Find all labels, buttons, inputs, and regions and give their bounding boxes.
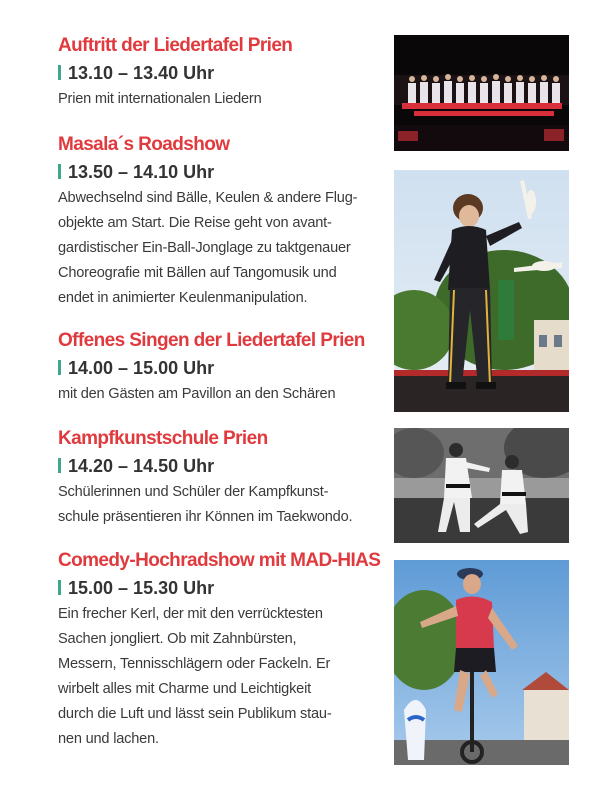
time-bar-icon xyxy=(58,580,61,595)
event-time: 15.00 – 15.30 Uhr xyxy=(58,576,388,600)
description-line: Prien mit internationalen Liedern xyxy=(58,91,262,107)
time-bar-icon xyxy=(58,458,61,473)
event-hochradshow xyxy=(58,549,388,752)
description-line: mit den Gästen am Pavillon an den Schären xyxy=(58,386,336,402)
description-line: Abwechselnd sind Bälle, Keulen & andere Flug- xyxy=(58,190,358,206)
event-description xyxy=(58,87,388,112)
description-line: Messern, Tennisschlägern oder Fackeln. Er xyxy=(58,656,331,672)
event-kampfkunstschule xyxy=(58,427,388,530)
event-offenes-singen xyxy=(58,329,388,407)
taekwondo-photo xyxy=(394,428,569,543)
event-description xyxy=(58,186,388,311)
description-line: Ein frecher Kerl, der mit den verrücktesten xyxy=(58,606,323,622)
description-line: nen und lachen. xyxy=(58,731,159,747)
description-line: gardistischer Ein-Ball-Jonglage zu taktgenauer xyxy=(58,240,351,256)
choir-photo xyxy=(394,35,569,151)
event-description xyxy=(58,382,388,407)
event-title: Masala´s Roadshow xyxy=(58,134,230,155)
juggler-photo xyxy=(394,170,569,412)
description-line: objekte am Start. Die Reise geht von avant- xyxy=(58,215,332,231)
event-title: Comedy-Hochradshow mit MAD-HIAS xyxy=(58,550,381,571)
time-bar-icon xyxy=(58,65,61,80)
description-line: endet in animierter Keulenmanipulation. xyxy=(58,290,308,306)
event-description xyxy=(58,480,388,530)
hochrad-photo xyxy=(394,560,569,765)
event-masala-roadshow xyxy=(58,133,388,311)
event-time: 13.10 – 13.40 Uhr xyxy=(58,61,388,85)
time-bar-icon xyxy=(58,164,61,179)
event-time: 13.50 – 14.10 Uhr xyxy=(58,160,388,184)
event-time: 14.20 – 14.50 Uhr xyxy=(58,454,388,478)
description-line: Schülerinnen und Schüler der Kampfkunst- xyxy=(58,484,329,500)
event-time: 14.00 – 15.00 Uhr xyxy=(58,356,388,380)
description-line: Choreografie mit Bällen auf Tangomusik und xyxy=(58,265,337,281)
description-line: schule präsentieren ihr Können im Taekwondo. xyxy=(58,509,353,525)
time-bar-icon xyxy=(58,360,61,375)
event-liedertafel-auftritt xyxy=(58,34,388,112)
event-description xyxy=(58,602,388,752)
event-title: Kampfkunstschule Prien xyxy=(58,428,268,449)
event-title: Auftritt der Liedertafel Prien xyxy=(58,35,293,56)
description-line: wirbelt alles mit Charme und Leichtigkeit xyxy=(58,681,311,697)
event-title: Offenes Singen der Liedertafel Prien xyxy=(58,330,365,351)
description-line: Sachen jongliert. Ob mit Zahnbürsten, xyxy=(58,631,297,647)
description-line: durch die Luft und lässt sein Publikum stau- xyxy=(58,706,332,722)
